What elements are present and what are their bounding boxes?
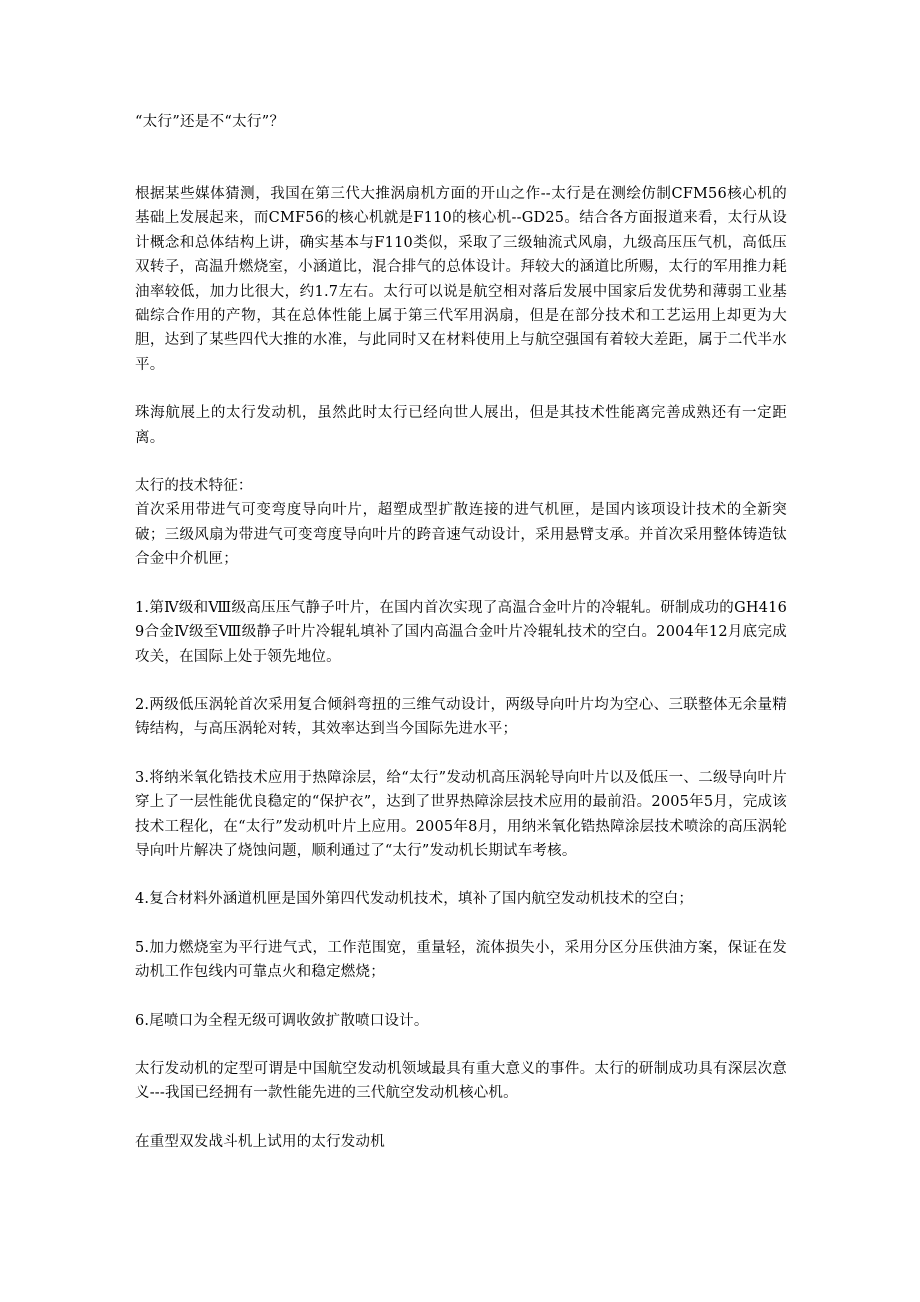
- conclusion-paragraph: 太行发动机的定型可谓是中国航空发动机领域最具有重大意义的事件。太行的研制成功具有深层次意义---我国已经拥有一款性能先进的三代航空发动机核心机。: [135, 1060, 787, 1102]
- zhuhai-paragraph: 珠海航展上的太行发动机，虽然此时太行已经向世人展出，但是其技术性能离完善成熟还有一定距离。: [135, 405, 787, 446]
- feature-item-3: 3.将纳米氧化锆技术应用于热障涂层，给“太行”发动机高压涡轮导向叶片以及低压一、二级导向叶片穿上了一层性能优良稳定的“保护衣”，达到了世界热障涂层技术应用的最前沿。2005年5月，完成该技术工程化，在“太行”发动机叶片上应用。2005年8月，用纳米氧化锆热障涂层技术喷涂的高压涡轮导向叶片解决了烧蚀问题，顺利通过了“太行”发动机长期试车考核。: [135, 769, 787, 859]
- features-intro-paragraph: 首次采用带进气可变弯度导向叶片，超塑成型扩散连接的进气机匣，是国内该项设计技术的全新突破；三级风扇为带进气可变弯度导向叶片的跨音速气动设计，采用悬臂支承。并首次采用整体铸造钛合金中介机匣；: [135, 502, 787, 568]
- document-body: [135, 110, 787, 1154]
- image-caption: 在重型双发战斗机上试用的太行发动机: [135, 1133, 385, 1150]
- feature-item-4: 4.复合材料外涵道机匣是国外第四代发动机技术，填补了国内航空发动机技术的空白；: [135, 891, 694, 908]
- feature-item-5: 5.加力燃烧室为平行进气式，工作范围宽，重量轻，流体损失小，采用分区分压供油方案，保证在发动机工作包线内可靠点火和稳定燃烧；: [135, 939, 787, 981]
- feature-item-1: 1.第Ⅳ级和Ⅷ级高压压气静子叶片，在国内首次实现了高温合金叶片的冷辊轧。研制成功的GH4169合金Ⅳ级至Ⅷ级静子叶片冷辊轧填补了国内高温合金叶片冷辊轧技术的空白。2004年12月底完成攻关，在国际上处于领先地位。: [135, 599, 787, 665]
- feature-item-6: 6.尾喷口为全程无级可调收敛扩散喷口设计。: [135, 1012, 429, 1029]
- article-title: “太行”还是不“太行”？: [135, 114, 285, 130]
- feature-item-2: 2.两级低压涡轮首次采用复合倾斜弯扭的三维气动设计，两级导向叶片均为空心、三联整体无余量精铸结构，与高压涡轮对转，其效率达到当今国际先进水平；: [135, 696, 787, 738]
- features-heading: 太行的技术特征：: [135, 478, 253, 495]
- intro-paragraph: 根据某些媒体猜测，我国在第三代大推涡扇机方面的开山之作--太行是在测绘仿制CFM56核心机的基础上发展起来，而CMF56的核心机就是F110的核心机--GD25。结合各方面报道来看，太行从设计概念和总体结构上讲，确实基本与F110类似，采取了三级轴流式风扇，九级高压压气机，高低压双转子，高温升燃烧室，小涵道比，混合排气的总体设计。拜较大的涵道比所赐，太行的军用推力耗油率较低，加力比很大，约1.7左右。太行可以说是航空相对落后发展中国家后发优势和薄弱工业基础综合作用的产物，其在总体性能上属于第三代军用涡扇，但是在部分技术和工艺运用上却更为大胆，达到了某些四代大推的水准，与此同时又在材料使用上与航空强国有着较大差距，属于二代半水平。: [135, 186, 787, 373]
